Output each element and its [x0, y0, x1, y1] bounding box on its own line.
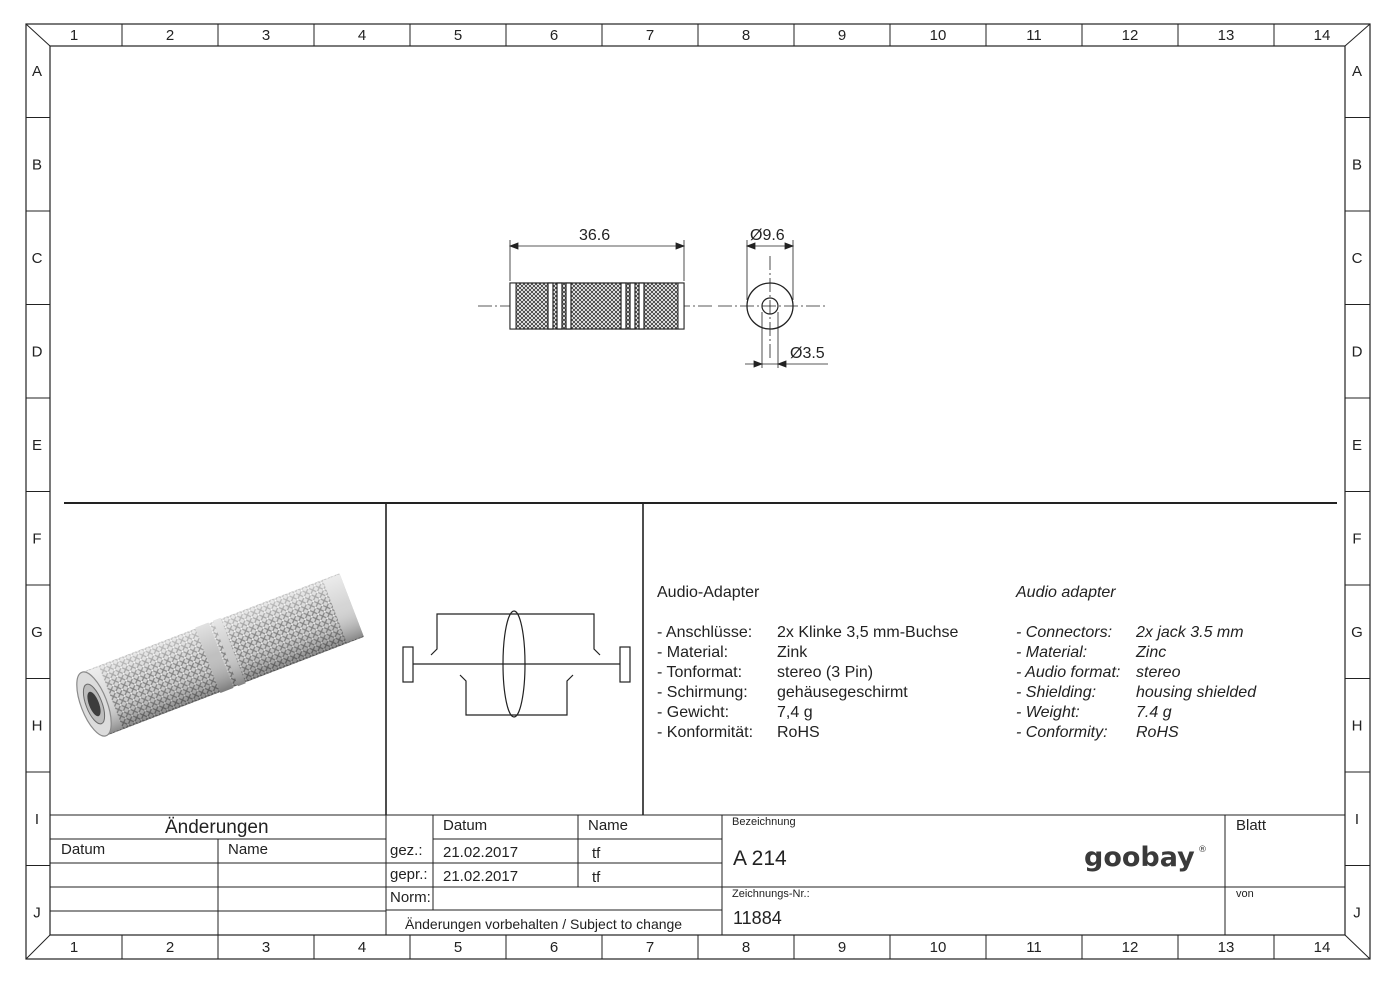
spec-de-label: - Schirmung:	[657, 684, 748, 701]
drawing-no-label: Zeichnungs-Nr.:	[732, 888, 810, 900]
col-name: Name	[588, 817, 629, 834]
grid-column-label: 2	[165, 939, 175, 956]
spec-de-row	[657, 663, 997, 683]
spec-de-row	[657, 703, 997, 723]
spec-de-label: - Anschlüsse:	[657, 624, 753, 641]
checked-date: 21.02.2017	[443, 868, 519, 885]
grid-column-label: 4	[357, 939, 367, 956]
col-date: Datum	[443, 817, 488, 834]
spec-de-list	[657, 623, 997, 743]
grid-row-label: J	[33, 904, 41, 922]
spec-de-value: gehäusegeschirmt	[777, 684, 908, 701]
product-photo	[69, 572, 364, 741]
grid-row-label: D	[1351, 343, 1363, 361]
spec-de-row	[657, 643, 997, 663]
drawn-label: gez.:	[390, 842, 423, 859]
spec-en-label: - Connectors:	[1016, 624, 1113, 641]
spec-en-value: housing shielded	[1136, 684, 1257, 701]
grid-column-label: 11	[1026, 27, 1042, 44]
spec-de-value: stereo (3 Pin)	[777, 664, 874, 681]
spec-en-label: - Material:	[1016, 644, 1088, 661]
grid-column-label: 12	[1121, 27, 1139, 44]
side-view-drawing	[478, 240, 712, 329]
changes-col-date: Datum	[61, 841, 106, 858]
grid-column-label: 3	[261, 27, 271, 44]
grid-row-label: I	[34, 810, 40, 828]
grid-row-label: G	[31, 623, 43, 641]
grid-row-label: B	[31, 156, 43, 174]
grid-row-label: H	[31, 717, 43, 735]
grid-row-label: B	[1351, 156, 1363, 174]
grid-row-label: G	[1351, 623, 1363, 641]
spec-en-value: Zinc	[1136, 644, 1167, 661]
grid-row-label: C	[1351, 249, 1363, 267]
grid-column-label: 12	[1121, 939, 1139, 956]
grid-row-label: D	[31, 343, 43, 361]
designation-value: A 214	[733, 847, 787, 870]
spec-de-value: Zink	[777, 644, 808, 661]
grid-column-label: 13	[1217, 939, 1235, 956]
grid-column-label: 6	[549, 27, 559, 44]
spec-en-value: RoHS	[1136, 724, 1179, 741]
checked-name: tf	[592, 869, 601, 886]
spec-en-list	[1016, 623, 1336, 743]
spec-en-label: - Shielding:	[1016, 684, 1097, 701]
spec-en-row	[1016, 683, 1336, 703]
grid-column-label: 10	[929, 27, 947, 44]
grid-column-label: 2	[165, 27, 175, 44]
spec-de-value: RoHS	[777, 724, 820, 741]
spec-en-label: - Weight:	[1016, 704, 1080, 721]
grid-column-label: 8	[741, 939, 751, 956]
spec-en-row	[1016, 723, 1336, 743]
grid-column-label: 9	[837, 27, 847, 44]
spec-de-row	[657, 723, 997, 743]
checked-label: gepr.:	[390, 866, 428, 883]
spec-en-row	[1016, 643, 1336, 663]
norm-label: Norm:	[390, 889, 431, 906]
spec-en-label: - Audio format:	[1016, 664, 1121, 681]
spec-de-value: 2x Klinke 3,5 mm-Buchse	[777, 624, 959, 641]
changes-header: Änderungen	[165, 817, 269, 838]
grid-column-label: 9	[837, 939, 847, 956]
dimension-outer-diameter: Ø9.6	[750, 227, 785, 244]
spec-de-label: - Gewicht:	[657, 704, 730, 721]
grid-column-label: 13	[1217, 27, 1235, 44]
of-label: von	[1236, 888, 1254, 900]
grid-row-label: A	[31, 62, 43, 80]
change-notice: Änderungen vorbehalten / Subject to change	[405, 916, 683, 932]
dimension-inner-diameter: Ø3.5	[790, 345, 825, 362]
spec-de-label: - Material:	[657, 644, 729, 661]
spec-de-row	[657, 683, 997, 703]
grid-row-label: F	[1352, 530, 1362, 548]
grid-row-label: A	[1351, 62, 1363, 80]
grid-column-label: 6	[549, 939, 559, 956]
grid-column-label: 5	[453, 939, 463, 956]
grid-row-label: E	[31, 436, 43, 454]
drawn-date: 21.02.2017	[443, 844, 519, 861]
spec-en-row	[1016, 663, 1336, 683]
grid-column-label: 1	[69, 27, 79, 44]
spec-en-value: 2x jack 3.5 mm	[1136, 624, 1244, 641]
grid-column-label: 4	[357, 27, 367, 44]
spec-de-row	[657, 623, 997, 643]
brand-registered-mark: ®	[1198, 845, 1207, 855]
grid-row-label: J	[1353, 904, 1361, 922]
grid-row-label: E	[1351, 436, 1363, 454]
grid-row-label: F	[32, 530, 42, 548]
spec-en-label: - Conformity:	[1016, 724, 1108, 741]
spec-de-value: 7,4 g	[777, 704, 813, 721]
spec-en-row	[1016, 623, 1336, 643]
spec-de-label: - Konformität:	[657, 724, 754, 741]
dimension-length: 36.6	[579, 227, 611, 244]
grid-row-label: C	[31, 249, 43, 267]
grid-column-label: 3	[261, 939, 271, 956]
spec-en-value: 7.4 g	[1136, 704, 1172, 721]
spec-en-row	[1016, 703, 1336, 723]
wiring-schematic	[403, 611, 630, 717]
goobay-logo	[1084, 842, 1207, 873]
grid-row-label: I	[1354, 810, 1360, 828]
brand-wordmark: goobay	[1084, 842, 1195, 873]
spec-de-title: Audio-Adapter	[657, 584, 760, 601]
drawn-name: tf	[592, 845, 601, 862]
grid-row-label: H	[1351, 717, 1363, 735]
grid-column-label: 10	[929, 939, 947, 956]
grid-column-label: 8	[741, 27, 751, 44]
grid-column-label: 14	[1313, 27, 1331, 44]
spec-en-title: Audio adapter	[1016, 584, 1116, 601]
sheet-label: Blatt	[1236, 817, 1267, 834]
grid-column-label: 1	[69, 939, 79, 956]
spec-en-value: stereo	[1136, 664, 1181, 681]
changes-col-name: Name	[228, 841, 269, 858]
grid-column-label: 5	[453, 27, 463, 44]
grid-column-label: 14	[1313, 939, 1331, 956]
designation-label: Bezeichnung	[732, 816, 796, 828]
grid-column-label: 7	[645, 27, 655, 44]
spec-de-label: - Tonformat:	[657, 664, 743, 681]
drawing-no-value: 11884	[733, 908, 782, 928]
grid-column-label: 11	[1026, 939, 1042, 956]
grid-column-label: 7	[645, 939, 655, 956]
